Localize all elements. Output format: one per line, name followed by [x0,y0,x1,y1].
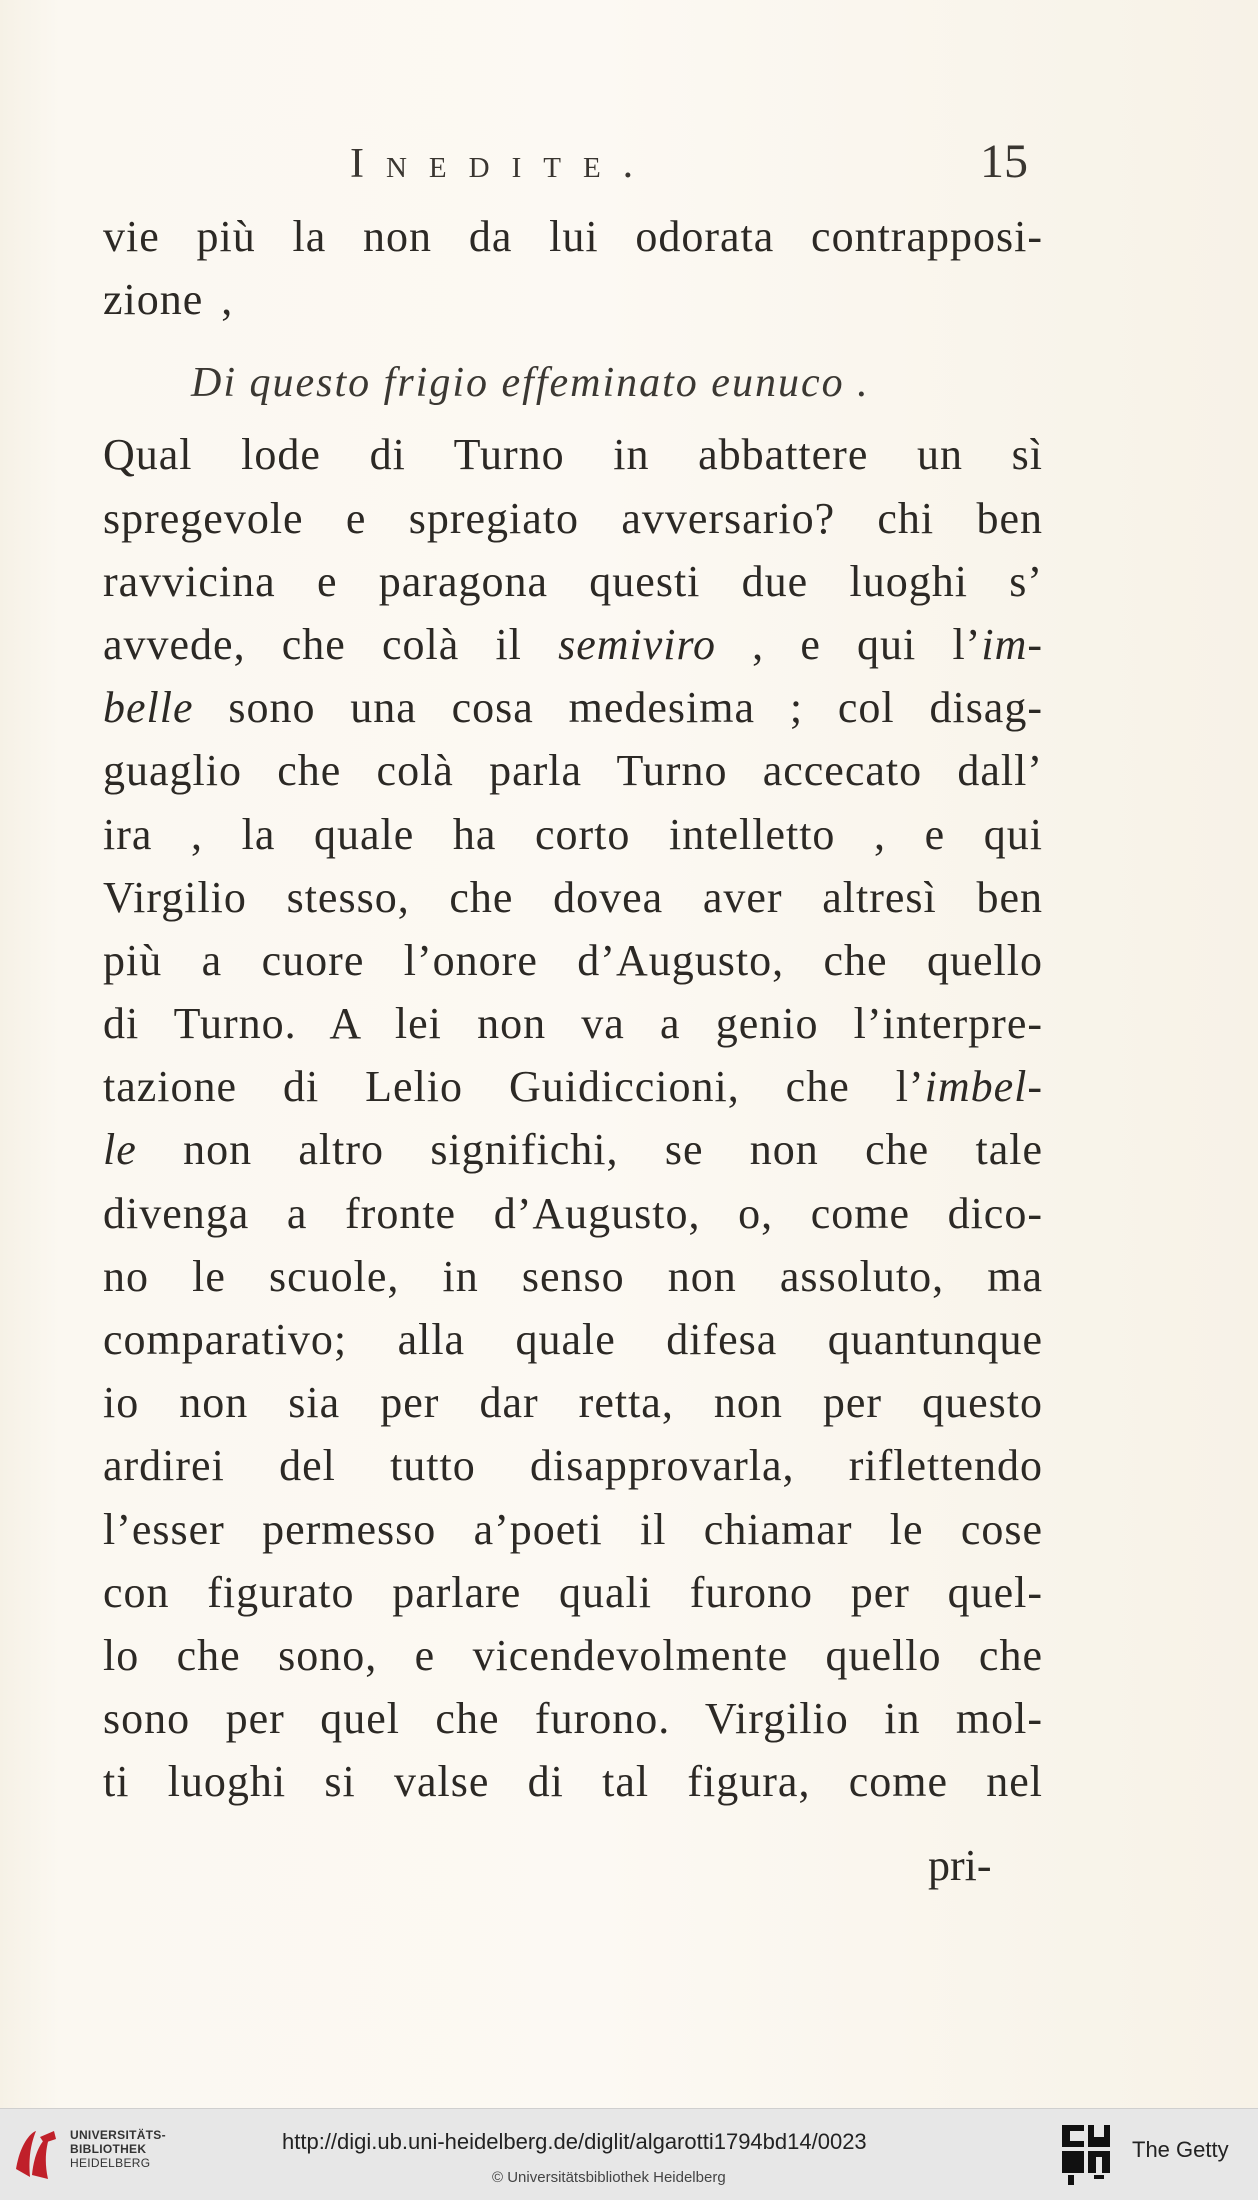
text-line: più a cuore l’onore d’Augusto, che quello [103,935,1043,985]
text-line: Virgilio stesso, che dovea aver altresì ben [103,872,1043,922]
quoted-verse: Di questo frigio effeminato eunuco . [191,360,870,407]
library-name [70,2128,166,2170]
body-text [103,205,1043,1814]
text-line: lo che sono, e vicendevolmente quello che [103,1630,1043,1680]
text-line: ardirei del tutto disapprovarla, riflettendo [103,1441,1043,1491]
library-name-line1: UNIVERSITÄTS- [70,2128,166,2142]
running-title: Inedite. [350,141,656,187]
library-name-line2: BIBLIOTHEK [70,2142,147,2156]
text-line: sono per quel che furono. Virgilio in mol- [103,1694,1043,1744]
text-line: le non altro significhi, se non che tale [103,1125,1043,1175]
permalink-url[interactable]: http://digi.ub.uni-heidelberg.de/diglit/algarotti1794bd14/0023 [282,2129,867,2154]
text-line: guaglio che colà parla Turno accecato dall’ [103,746,1043,796]
page-number: 15 [980,135,1028,188]
library-name-line3: HEIDELBERG [70,2156,151,2170]
viewer-footer [0,2108,1258,2200]
text-line: ira , la quale ha corto intelletto , e qui [103,809,1043,859]
text-line: ti luoghi si valse di tal figura, come nel [103,1757,1043,1807]
text-line: di Turno. A lei non va a genio l’interpre- [103,999,1043,1049]
running-head [0,135,1258,200]
text-line: no le scuole, in senso non assoluto, ma [103,1251,1043,1301]
text-line: ravvicina e paragona questi due luoghi s’ [103,556,1043,606]
text-line: divenga a fronte d’Augusto, o, come dico- [103,1188,1043,1238]
copyright-notice: © Universitätsbibliothek Heidelberg [492,2169,726,2186]
text-line: vie più la non da lui odorata contrapposi- [103,212,1043,261]
text-line: tazione di Lelio Guidiccioni, che l’imbel- [103,1062,1043,1112]
heidelberg-library-logo-icon [10,2125,62,2185]
text-line: con figurato parlare quali furono per quel- [103,1567,1043,1617]
text-line: l’esser permesso a’poeti il chiamar le cose [103,1504,1043,1554]
text-line: comparativo; alla quale difesa quantunque [103,1315,1043,1364]
text-line: spregevole e spregiato avversario? chi ben [103,493,1043,543]
text-line: avvede, che colà il semiviro , e qui l’im- [103,619,1043,669]
catchword: pri- [928,1841,992,1890]
text-line: io non sia per dar retta, non per questo [103,1378,1043,1428]
getty-logo-icon [1060,2123,1112,2187]
text-line: Qual lode di Turno in abbattere un sì [103,430,1043,480]
text-line: zione , [103,275,234,325]
text-line: belle sono una cosa medesima ; col disag- [103,683,1043,733]
getty-name: The Getty [1132,2137,1229,2162]
